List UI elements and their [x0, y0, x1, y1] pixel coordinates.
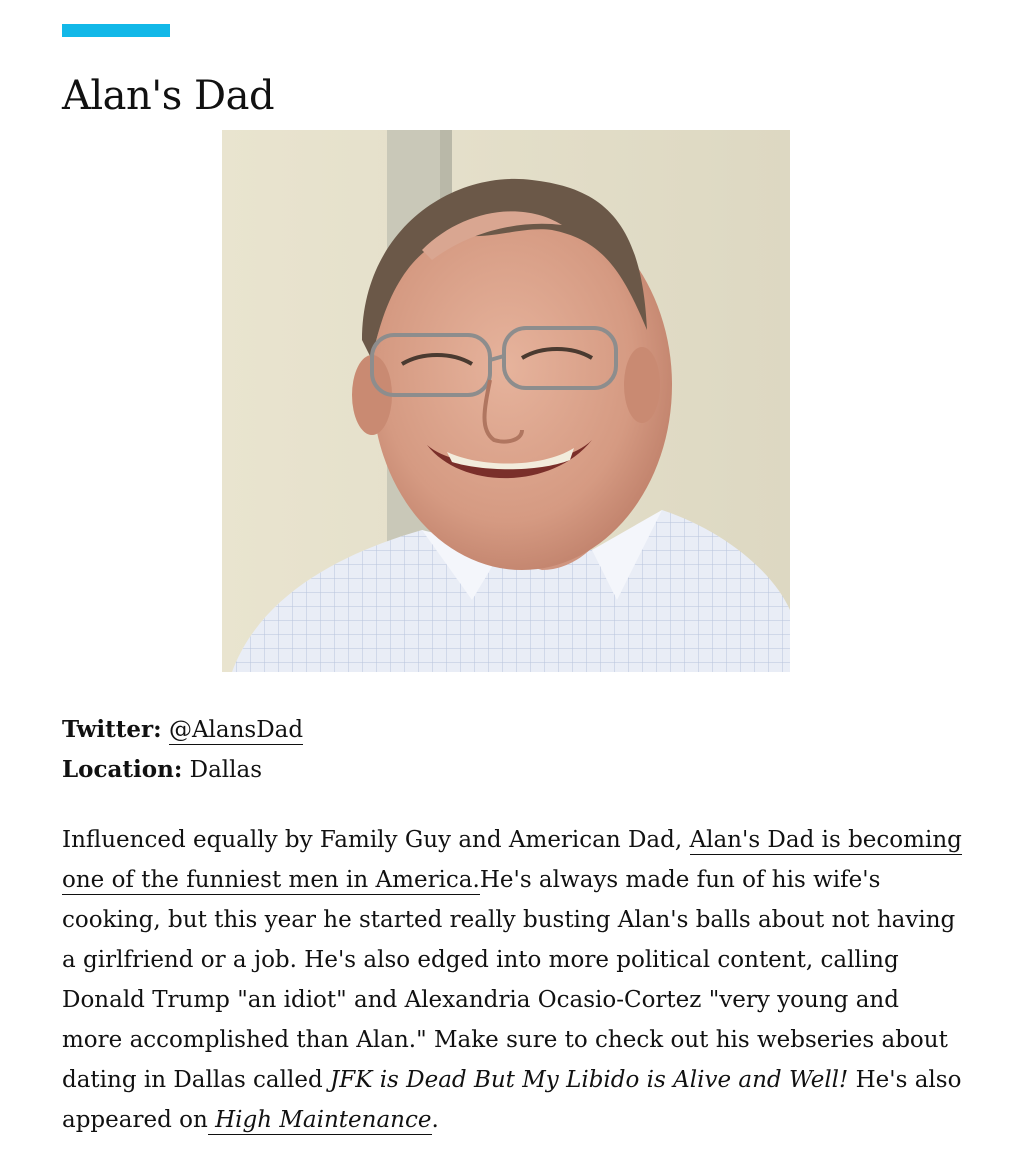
- webseries-title: JFK is Dead But My Libido is Alive and Well!: [330, 1067, 849, 1093]
- bio-text-1: Influenced equally by Family Guy and American Dad,: [62, 827, 690, 853]
- location-row: [62, 750, 303, 790]
- bio-text-2: He's always made fun of his wife's cooking, but this year he started really busting Alan's balls about not having a girlfriend or a job. He's also edged into more political content, calling Donald Trump "an idiot" and Alexandria Ocasio-Cortez "very young and more accomplished than Alan." Make sure to check out his webseries about dating in Dallas called: [62, 867, 956, 1093]
- page-title: Alan's Dad: [62, 73, 275, 119]
- bio-text-3: He's also appeared on: [62, 1067, 962, 1133]
- twitter-row: [62, 710, 303, 750]
- bio-paragraph: [62, 820, 962, 1140]
- location-label: Location:: [62, 756, 183, 783]
- accent-bar: [62, 24, 170, 37]
- bio-text-4: .: [431, 1107, 439, 1133]
- high-maintenance-title: High Maintenance: [207, 1107, 432, 1133]
- twitter-handle-link[interactable]: @AlansDad: [168, 717, 304, 743]
- twitter-label: Twitter:: [62, 716, 162, 743]
- profile-photo: [222, 130, 790, 672]
- funniest-men-link[interactable]: Alan's Dad is becoming one of the funniest men in America.: [62, 827, 962, 893]
- high-maintenance-link[interactable]: [208, 1107, 432, 1135]
- profile-meta: [62, 710, 303, 790]
- location-value: Dallas: [189, 757, 263, 783]
